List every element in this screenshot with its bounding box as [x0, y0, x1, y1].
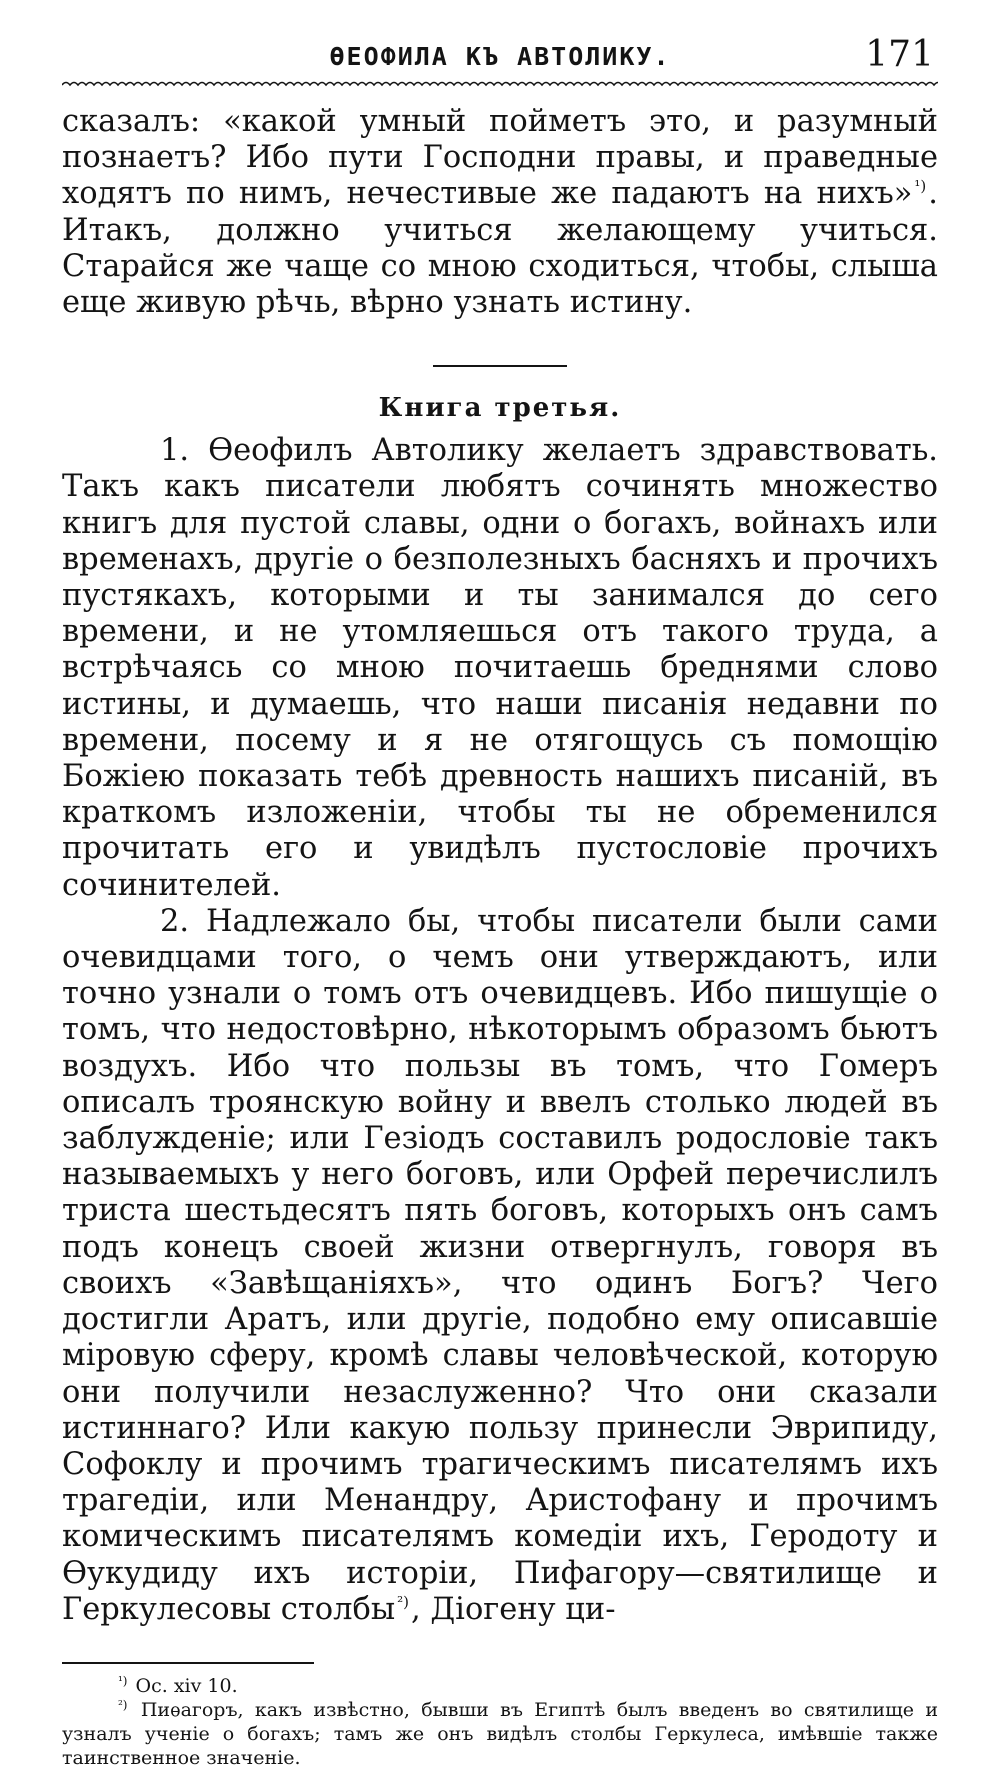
footnote-2 — [62, 1698, 938, 1770]
paragraph-2-text-b: , Діогену ци- — [411, 1591, 616, 1627]
footnote-ref-1: ¹) — [914, 177, 927, 196]
paragraph-2 — [62, 904, 938, 1628]
footnote-text: Ос. xiv 10. — [135, 1674, 238, 1697]
continuation-text-a: сказалъ: «какой умный пойметъ это, и разумный познаетъ? Ибо пути Господни правы, и праведные ходятъ по нимъ, нечестивые же падаютъ на нихъ» — [62, 104, 938, 212]
footnote-divider — [62, 1662, 314, 1664]
section-title: Книга третья. — [378, 393, 622, 424]
running-head — [62, 34, 938, 78]
continuation-text-b: . Итакъ, должно учиться желающему учиться. Старайся же чаще со мною сходиться, чтобы, слыша еще живую рѣчь, вѣрно узнать истину. — [62, 176, 938, 321]
footnote-mark: ²) — [118, 1697, 128, 1712]
continuation-paragraph — [62, 104, 938, 321]
footnote-text: Пиѳагоръ, какъ извѣстно, бывши въ Египтѣ былъ введенъ во святилище и узналъ ученіе о богахъ; тамъ же онъ видѣлъ столбы Геркулеса, имѣвшіе также таинственное значеніе. — [62, 1698, 938, 1769]
page-number: 171 — [865, 34, 934, 75]
footnote-ref-2: ²) — [397, 1592, 409, 1611]
section-divider — [433, 365, 567, 367]
footnote-mark: ¹) — [118, 1673, 128, 1688]
paragraph-1: 1. Ѳеофилъ Автолику желаетъ здравствовать. Такъ какъ писатели любятъ сочинять множество книгъ для пустой славы, одни о богахъ, войнахъ или временахъ, другіе о безполезныхъ басняхъ и прочихъ пустякахъ, которыми и ты занимался до сего времени, и не утомляешься отъ такого труда, а встрѣчаясь со мною почитаешь бреднями слово истины, и думаешь, что наши писанія недавни по времени, посему и я не отягощусь съ помощію Божіею показать тебѣ древность нашихъ писаній, въ краткомъ изложеніи, чтобы ты не обременился прочитать его и увидѣлъ пустословіе прочихъ сочинителей. — [62, 433, 938, 903]
wavy-rule — [62, 80, 938, 90]
footnote-1 — [62, 1674, 938, 1698]
running-title: ѲЕОФИЛА КЪ АВТОЛИКУ. — [329, 42, 671, 71]
paragraph-2-text-a: 2. Надлежало бы, чтобы писатели были сами очевидцами того, о чемъ они утверждаютъ, или точно узнали о томъ отъ очевидцевъ. Ибо пишущіе о томъ, что недостовѣрно, нѣкоторымъ образомъ бьютъ воздухъ. Ибо что пользы въ томъ, что Гомеръ описалъ троянскую войну и ввелъ столько людей въ заблужденіе; или Гезіодъ составилъ родословіе такъ называемыхъ у него боговъ, или Орфей перечислилъ триста шестьдесятъ пять боговъ, которыхъ онъ самъ подъ конецъ своей жизни отвергнулъ, говоря въ своихъ «Завѣщаніяхъ», что одинъ Богъ? Чего достигли Аратъ, или другіе, подобно ему описавшіе міровую сферу, кромѣ славы человѣческой, которую они получили незаслуженно? Что они сказали истиннаго? Или какую пользу принесли Эврипиду, Софоклу и прочимъ трагическимъ писателямъ ихъ трагедіи, или Менандру, Аристофану и прочимъ комическимъ писателямъ комедіи ихъ, Геродоту и Ѳукудиду ихъ исторіи, Пифагору—святилище и Геркулесовы столбы — [62, 903, 938, 1627]
